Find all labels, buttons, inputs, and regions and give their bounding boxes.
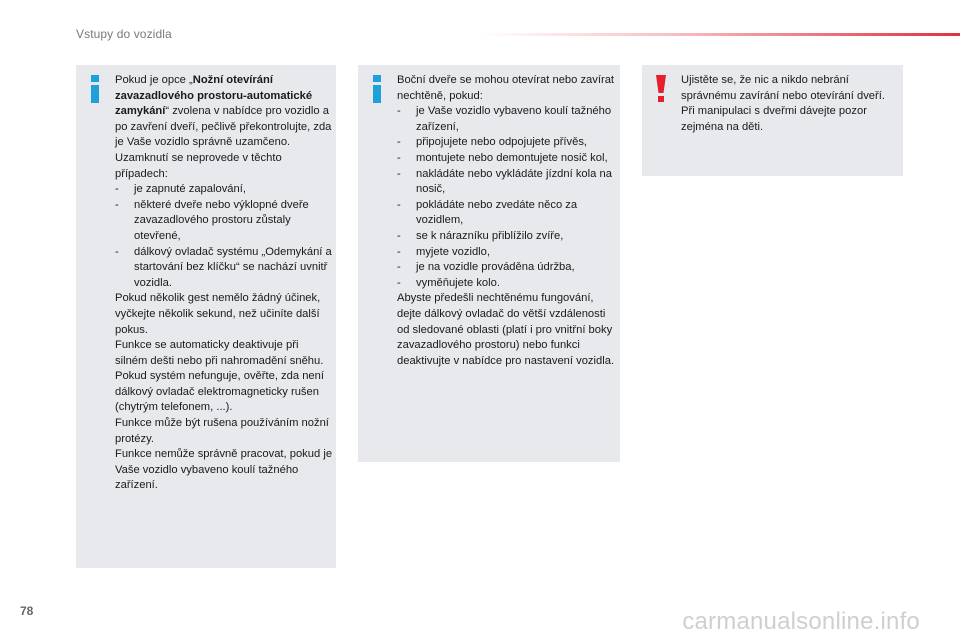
paragraph: Pokud systém nefunguje, ověřte, zda není dálkový ovladač elektromagneticky rušen (chytrým telefonem, ...). xyxy=(115,370,324,414)
paragraph: Pokud několik gest nemělo žádný účinek, vyčkejte několik sekund, než učiníte další pokus. xyxy=(115,292,321,336)
list-item: - vyměňujete kolo. xyxy=(397,276,615,292)
intro-paragraph xyxy=(115,73,333,151)
closing-paragraph: Abyste předešli nechtěnému fungování, dejte dálkový ovladač do větší vzdálenosti od sledované oblasti (platí i pro vnitřní boky zavazadlového prostoru) nebo funkci deaktivujte v nabídce pro nastavení vozidla. xyxy=(397,292,615,367)
header-rule xyxy=(480,33,960,36)
warning-icon xyxy=(652,74,670,104)
intro-pre: Pokud je opce „ xyxy=(115,74,193,86)
list-item: - nakládáte nebo vykládáte jízdní kola na nosič, xyxy=(397,167,615,198)
paragraph: Při manipulaci s dveřmi dávejte pozor zejména na děti. xyxy=(681,105,867,133)
info-icon xyxy=(368,74,386,104)
paragraph: Funkce se automaticky deaktivuje při silném dešti nebo při nahromadění sněhu. xyxy=(115,339,324,367)
info-note-side-doors xyxy=(358,65,620,462)
intro-post: “ zvolena v nabídce pro vozidlo a po zavření dveří, pečlivě překontrolujte, zda je Vaše vozidlo správně uzamčeno. xyxy=(115,105,332,149)
list-item: - je na vozidle prováděna údržba, xyxy=(397,260,615,276)
intro-bold: Nožní otevírání zavazadlového prostoru-automatické zamykání xyxy=(115,74,313,118)
note-text xyxy=(397,73,615,369)
note-text xyxy=(681,73,893,135)
list-item: - některé dveře nebo výklopné dveře zavazadlového prostoru zůstaly otevřené, xyxy=(115,198,333,245)
paragraph: Funkce může být rušena používáním nožní protézy. xyxy=(115,417,329,445)
bullet-list xyxy=(115,182,333,291)
list-item: - připojujete nebo odpojujete přívěs, xyxy=(397,135,615,151)
info-icon xyxy=(86,74,104,104)
bullet-list xyxy=(397,104,615,291)
watermark: carmanualsonline.info xyxy=(682,608,920,635)
list-item: - je Vaše vozidlo vybaveno koulí tažného zařízení, xyxy=(397,104,615,135)
lead-text: Boční dveře se mohou otevírat nebo zavírat nechtěně, pokud: xyxy=(397,74,615,102)
list-item: - pokládáte nebo zvedáte něco za vozidlem, xyxy=(397,198,615,229)
lead-text: Uzamknutí se neprovede v těchto případech: xyxy=(115,151,282,180)
note-text xyxy=(115,73,333,494)
list-item: - je zapnuté zapalování, xyxy=(115,182,333,198)
paragraph: Funkce nemůže správně pracovat, pokud je Vaše vozidlo vybaveno koulí tažného zařízení. xyxy=(115,448,333,492)
info-note-pedal-opening xyxy=(76,65,336,568)
list-item: - se k nárazníku přiblížilo zvíře, xyxy=(397,229,615,245)
list-item: - dálkový ovladač systému „Odemykání a startování bez klíčku“ se nachází uvnitř vozidla. xyxy=(115,245,333,292)
section-title: Vstupy do vozidla xyxy=(76,27,172,41)
page-number: 78 xyxy=(20,604,34,618)
list-item: - myjete vozidlo, xyxy=(397,245,615,261)
paragraph: Ujistěte se, že nic a nikdo nebrání správnému zavírání nebo otevírání dveří. xyxy=(681,74,885,102)
list-item: - montujete nebo demontujete nosič kol, xyxy=(397,151,615,167)
warning-note-doors xyxy=(642,65,903,176)
